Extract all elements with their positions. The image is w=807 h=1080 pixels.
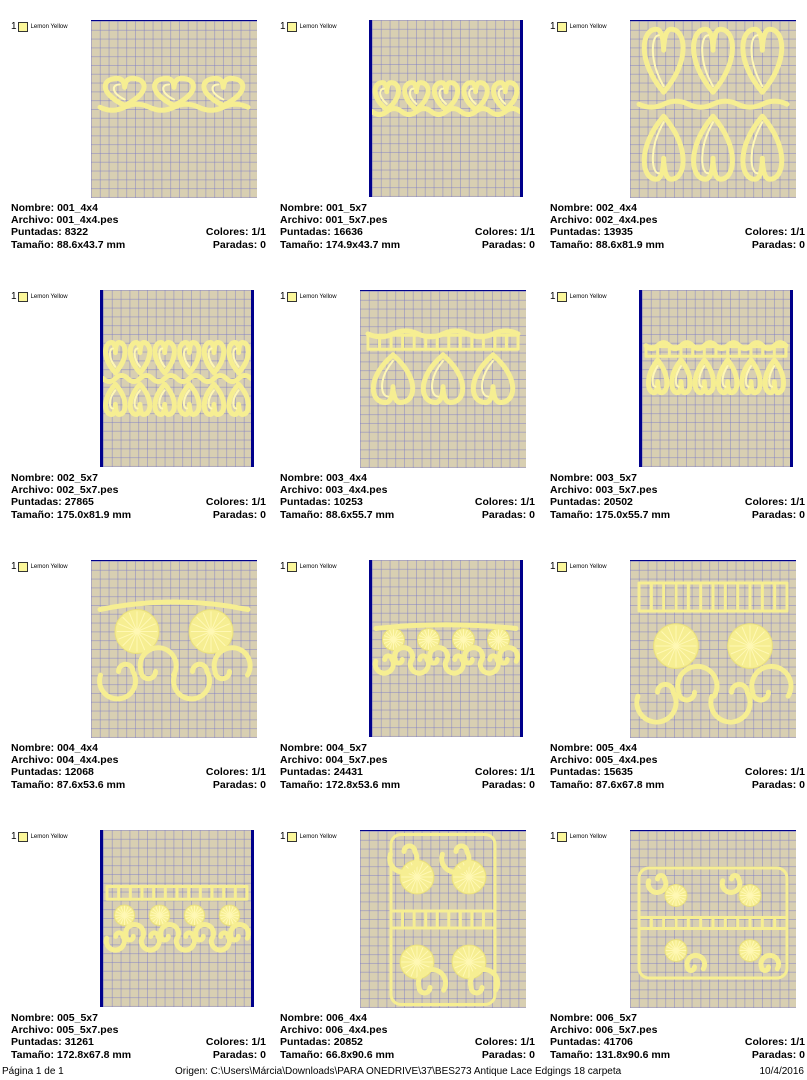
paradas-line: Paradas: 0 xyxy=(751,238,805,251)
archivo-line: Archivo: 004_5x7.pes xyxy=(280,754,388,767)
colores-line: Colores: 1/1 xyxy=(744,496,805,509)
design-card xyxy=(280,18,535,258)
nombre-line: Nombre: 006_5x7 xyxy=(550,1012,637,1024)
hoop-preview xyxy=(100,830,254,1007)
design-card xyxy=(550,288,805,528)
design-info xyxy=(550,472,805,521)
color-swatch xyxy=(287,562,297,572)
heart-motif xyxy=(694,116,733,179)
paradas-line: Paradas: 0 xyxy=(751,508,805,521)
heart-motif xyxy=(105,78,144,105)
archivo-line: Archivo: 004_4x4.pes xyxy=(11,754,119,767)
archivo-line: Archivo: 006_5x7.pes xyxy=(550,1024,658,1037)
paradas-line: Paradas: 0 xyxy=(751,1048,805,1061)
wave-band xyxy=(103,376,251,382)
puntadas-line: Puntadas: 20852 xyxy=(280,1036,363,1049)
embroidery-design xyxy=(103,290,251,467)
scroll-motif xyxy=(214,648,250,679)
archivo-line: Archivo: 002_4x4.pes xyxy=(550,214,658,227)
hoop-preview xyxy=(630,560,796,738)
paradas-line: Paradas: 0 xyxy=(212,1048,266,1061)
colores-line: Colores: 1/1 xyxy=(474,1036,535,1049)
nombre-line: Nombre: 002_5x7 xyxy=(11,472,98,484)
puntadas-line: Puntadas: 16636 xyxy=(280,226,363,239)
nombre-line: Nombre: 004_4x4 xyxy=(11,742,98,754)
design-info xyxy=(280,202,535,251)
color-swatch xyxy=(287,832,297,842)
colores-line: Colores: 1/1 xyxy=(744,1036,805,1049)
embroidery-design xyxy=(630,831,796,1008)
scroll-motif xyxy=(375,656,393,673)
archivo-line: Archivo: 002_5x7.pes xyxy=(11,484,119,497)
heart-motif xyxy=(204,78,243,105)
embroidery-design xyxy=(372,560,520,737)
design-card xyxy=(550,558,805,798)
embroidery-design xyxy=(91,21,257,198)
design-card xyxy=(11,558,266,798)
design-card xyxy=(280,828,535,1068)
archivo-line: Archivo: 001_4x4.pes xyxy=(11,214,119,227)
heart-motif xyxy=(743,116,782,179)
colores-line: Colores: 1/1 xyxy=(205,226,266,239)
hoop-preview xyxy=(369,560,523,737)
color-legend xyxy=(280,290,337,304)
puntadas-line: Puntadas: 10253 xyxy=(280,496,363,509)
heart-motif xyxy=(644,29,683,92)
color-index: 1 xyxy=(11,561,17,572)
design-card xyxy=(550,828,805,1068)
page-number: Página 1 de 1 xyxy=(2,1066,64,1077)
scroll-motif xyxy=(418,970,445,993)
tamano-line: Tamaño: 87.6x67.8 mm xyxy=(550,778,665,791)
color-index: 1 xyxy=(550,831,556,842)
color-swatch xyxy=(557,292,567,302)
hoop-preview xyxy=(360,830,526,1008)
color-swatch xyxy=(557,22,567,32)
scroll-motif xyxy=(722,876,740,893)
color-legend xyxy=(550,830,607,844)
embroidery-design xyxy=(91,561,257,738)
design-card xyxy=(280,288,535,528)
heart-motif xyxy=(494,83,517,110)
scroll-motif xyxy=(106,933,124,950)
design-info xyxy=(550,1012,805,1061)
heart-motif xyxy=(155,343,174,373)
nombre-line: Nombre: 001_4x4 xyxy=(11,202,98,214)
heart-motif xyxy=(765,360,783,393)
paradas-line: Paradas: 0 xyxy=(212,508,266,521)
nombre-line: Nombre: 002_4x4 xyxy=(550,202,637,214)
hoop-preview xyxy=(369,20,523,197)
color-name: Lemon Yellow xyxy=(569,24,607,30)
wave-band xyxy=(372,109,520,115)
tamano-line: Tamaño: 172.8x67.8 mm xyxy=(11,1048,132,1061)
origin-path: Origen: C:\Users\Márcia\Downloads\PARA ONEDRIVE\37\BES273 Antique Lace Edgings 18 carpeta xyxy=(175,1066,622,1077)
color-swatch xyxy=(18,832,28,842)
puntadas-line: Puntadas: 41706 xyxy=(550,1036,633,1049)
scroll-motif xyxy=(687,955,705,970)
border-scroll xyxy=(376,625,516,629)
nombre-line: Nombre: 005_4x4 xyxy=(550,742,637,754)
heart-motif xyxy=(204,384,223,414)
heart-motif xyxy=(106,384,125,414)
color-swatch xyxy=(557,832,567,842)
colores-line: Colores: 1/1 xyxy=(474,496,535,509)
color-index: 1 xyxy=(550,561,556,572)
color-legend xyxy=(280,560,337,574)
heart-motif xyxy=(695,360,713,393)
embroidery-design xyxy=(630,561,796,738)
heart-motif xyxy=(405,83,428,110)
print-date: 10/4/2016 xyxy=(759,1066,804,1077)
heart-motif xyxy=(434,83,457,110)
scroll-motif xyxy=(231,925,249,940)
scroll-motif xyxy=(500,648,518,663)
design-info xyxy=(550,202,805,251)
heart-motif xyxy=(464,83,487,110)
color-swatch xyxy=(18,562,28,572)
design-info xyxy=(550,742,805,791)
color-name: Lemon Yellow xyxy=(299,564,337,570)
color-index: 1 xyxy=(11,291,17,302)
archivo-line: Archivo: 005_5x7.pes xyxy=(11,1024,119,1037)
color-name: Lemon Yellow xyxy=(30,294,68,300)
nombre-line: Nombre: 004_5x7 xyxy=(280,742,367,754)
design-info xyxy=(11,472,266,521)
embroidery-design xyxy=(360,831,526,1008)
tamano-line: Tamaño: 88.6x55.7 mm xyxy=(280,508,395,521)
color-legend xyxy=(11,560,68,574)
archivo-line: Archivo: 005_4x4.pes xyxy=(550,754,658,767)
color-swatch xyxy=(287,22,297,32)
hoop-preview xyxy=(639,290,793,467)
design-info xyxy=(11,202,266,251)
hoop-preview xyxy=(630,830,796,1008)
puntadas-line: Puntadas: 15635 xyxy=(550,766,633,779)
nombre-line: Nombre: 003_4x4 xyxy=(280,472,367,484)
embroidery-design xyxy=(642,290,790,467)
paradas-line: Paradas: 0 xyxy=(481,508,535,521)
hoop-preview xyxy=(91,560,257,738)
color-swatch xyxy=(287,292,297,302)
tamano-line: Tamaño: 175.0x81.9 mm xyxy=(11,508,132,521)
color-legend xyxy=(280,20,337,34)
color-legend xyxy=(11,20,68,34)
color-index: 1 xyxy=(11,21,17,32)
tamano-line: Tamaño: 87.6x53.6 mm xyxy=(11,778,126,791)
heart-motif xyxy=(375,83,398,110)
heart-motif xyxy=(130,384,149,414)
embroidery-design xyxy=(360,291,526,468)
page-footer xyxy=(0,1066,807,1080)
heart-motif xyxy=(229,384,248,414)
paradas-line: Paradas: 0 xyxy=(481,238,535,251)
puntadas-line: Puntadas: 31261 xyxy=(11,1036,94,1049)
design-card xyxy=(11,288,266,528)
archivo-line: Archivo: 006_4x4.pes xyxy=(280,1024,388,1037)
paradas-line: Paradas: 0 xyxy=(751,778,805,791)
embroidery-design xyxy=(372,20,520,197)
hoop-preview xyxy=(630,20,796,198)
color-name: Lemon Yellow xyxy=(299,24,337,30)
hoop-preview xyxy=(91,20,257,198)
colores-line: Colores: 1/1 xyxy=(474,226,535,239)
nombre-line: Nombre: 001_5x7 xyxy=(280,202,367,214)
design-card xyxy=(11,828,266,1068)
nombre-line: Nombre: 003_5x7 xyxy=(550,472,637,484)
color-name: Lemon Yellow xyxy=(299,294,337,300)
color-swatch xyxy=(18,292,28,302)
wave-band xyxy=(639,101,787,107)
color-name: Lemon Yellow xyxy=(30,24,68,30)
archivo-line: Archivo: 003_5x7.pes xyxy=(550,484,658,497)
puntadas-line: Puntadas: 13935 xyxy=(550,226,633,239)
heart-motif xyxy=(743,29,782,92)
embroidery-design xyxy=(103,830,251,1007)
color-legend xyxy=(280,830,337,844)
puntadas-line: Puntadas: 27865 xyxy=(11,496,94,509)
tamano-line: Tamaño: 174.9x43.7 mm xyxy=(280,238,401,251)
tamano-line: Tamaño: 88.6x43.7 mm xyxy=(11,238,126,251)
color-name: Lemon Yellow xyxy=(569,294,607,300)
scroll-motif xyxy=(637,684,676,722)
heart-motif xyxy=(672,360,690,393)
color-legend xyxy=(11,290,68,304)
archivo-line: Archivo: 001_5x7.pes xyxy=(280,214,388,227)
heart-motif xyxy=(229,343,248,373)
scroll-motif xyxy=(752,666,791,700)
heart-motif xyxy=(130,343,149,373)
scroll-motif xyxy=(140,648,176,679)
tamano-line: Tamaño: 175.0x55.7 mm xyxy=(550,508,671,521)
color-swatch xyxy=(557,562,567,572)
design-info xyxy=(11,1012,266,1061)
color-name: Lemon Yellow xyxy=(299,834,337,840)
paradas-line: Paradas: 0 xyxy=(212,778,266,791)
border-scroll xyxy=(100,602,248,610)
scroll-motif xyxy=(648,876,666,893)
colores-line: Colores: 1/1 xyxy=(205,1036,266,1049)
heart-motif xyxy=(648,360,666,393)
design-info xyxy=(11,742,266,791)
scroll-motif xyxy=(174,664,210,699)
puntadas-line: Puntadas: 20502 xyxy=(550,496,633,509)
hoop-preview xyxy=(360,290,526,468)
heart-motif xyxy=(644,116,683,179)
color-name: Lemon Yellow xyxy=(569,564,607,570)
design-info xyxy=(280,472,535,521)
design-info xyxy=(280,1012,535,1061)
heart-motif xyxy=(155,384,174,414)
colores-line: Colores: 1/1 xyxy=(744,766,805,779)
color-legend xyxy=(550,20,607,34)
color-legend xyxy=(550,290,607,304)
heart-motif xyxy=(106,343,125,373)
paradas-line: Paradas: 0 xyxy=(481,1048,535,1061)
puntadas-line: Puntadas: 24431 xyxy=(280,766,363,779)
color-index: 1 xyxy=(11,831,17,842)
color-swatch xyxy=(18,22,28,32)
design-card xyxy=(550,18,805,258)
nombre-line: Nombre: 006_4x4 xyxy=(280,1012,367,1024)
embroidery-design xyxy=(630,21,796,198)
hoop-preview xyxy=(100,290,254,467)
puntadas-line: Puntadas: 8322 xyxy=(11,226,89,239)
colores-line: Colores: 1/1 xyxy=(744,226,805,239)
color-legend xyxy=(550,560,607,574)
tamano-line: Tamaño: 66.8x90.6 mm xyxy=(280,1048,395,1061)
color-legend xyxy=(11,830,68,844)
color-name: Lemon Yellow xyxy=(569,834,607,840)
heart-motif xyxy=(180,384,199,414)
paradas-line: Paradas: 0 xyxy=(481,778,535,791)
color-index: 1 xyxy=(280,21,286,32)
heart-motif xyxy=(180,343,199,373)
nombre-line: Nombre: 005_5x7 xyxy=(11,1012,98,1024)
tamano-line: Tamaño: 131.8x90.6 mm xyxy=(550,1048,671,1061)
colores-line: Colores: 1/1 xyxy=(474,766,535,779)
scroll-motif xyxy=(100,664,136,699)
ladder-frame xyxy=(391,911,495,928)
color-index: 1 xyxy=(280,291,286,302)
color-index: 1 xyxy=(280,561,286,572)
color-index: 1 xyxy=(550,21,556,32)
scroll-motif xyxy=(761,955,779,970)
heart-motif xyxy=(742,360,760,393)
heart-motif xyxy=(155,78,194,105)
color-index: 1 xyxy=(550,291,556,302)
archivo-line: Archivo: 003_4x4.pes xyxy=(280,484,388,497)
colores-line: Colores: 1/1 xyxy=(205,766,266,779)
heart-motif xyxy=(204,343,223,373)
tamano-line: Tamaño: 88.6x81.9 mm xyxy=(550,238,665,251)
paradas-line: Paradas: 0 xyxy=(212,238,266,251)
color-name: Lemon Yellow xyxy=(30,834,68,840)
heart-motif xyxy=(718,360,736,393)
colores-line: Colores: 1/1 xyxy=(205,496,266,509)
puntadas-line: Puntadas: 12068 xyxy=(11,766,94,779)
heart-motif xyxy=(694,29,733,92)
color-index: 1 xyxy=(280,831,286,842)
tamano-line: Tamaño: 172.8x53.6 mm xyxy=(280,778,401,791)
design-card xyxy=(280,558,535,798)
design-card xyxy=(11,18,266,258)
design-info xyxy=(280,742,535,791)
color-name: Lemon Yellow xyxy=(30,564,68,570)
